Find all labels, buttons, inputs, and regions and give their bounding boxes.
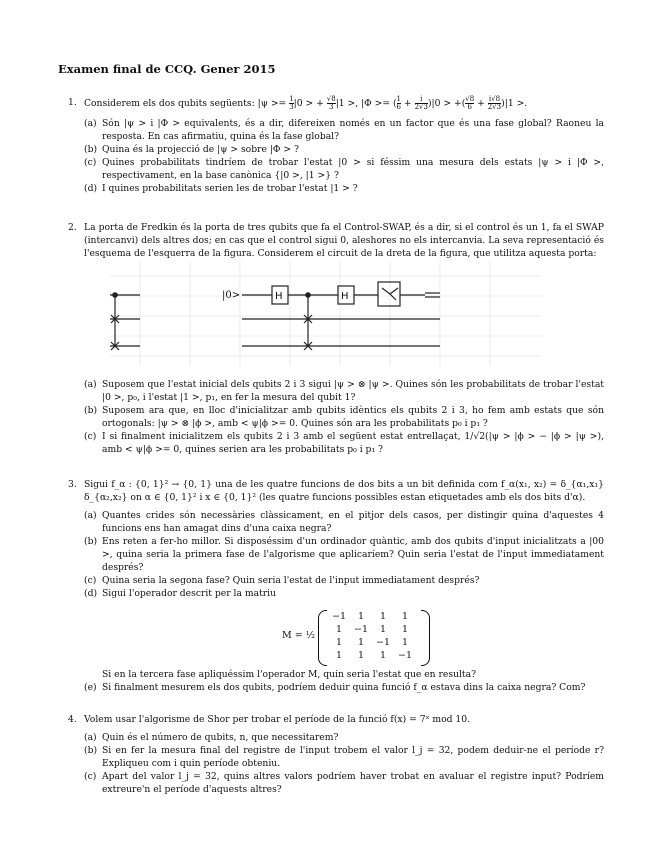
matrix-cell: 1	[401, 611, 409, 622]
question-item: (c) Quina seria la segona fase? Quin seria l'estat de l'input immediatament després?	[84, 575, 480, 586]
matrix-M	[282, 610, 432, 665]
question-number: 2.	[68, 222, 77, 233]
question-item: (c) Quines probabilitats tindríem de trobar l'estat |0 > si féssim una mesura dels estats |ψ > i |Φ >, respectivament, en la base canònica {|0 >, |1 >} ?	[84, 157, 604, 181]
question-item: (d) Sigui l'operador descrit per la matriu	[84, 588, 277, 599]
question-item: (a) Quin és el número de qubits, n, que necessitarem?	[84, 732, 339, 743]
matrix-cell: 1	[379, 650, 387, 661]
matrix-cell: 1	[357, 637, 365, 648]
hadamard-gate-1: H	[275, 291, 283, 302]
matrix-cell: 1	[335, 624, 343, 635]
question-item: (d) I quines probabilitats serien les de trobar l'estat |1 > ?	[84, 183, 358, 194]
fredkin-gate-left	[110, 293, 140, 350]
matrix-cell: −1	[397, 650, 412, 661]
matrix-grid	[328, 611, 416, 663]
question-item: (b) Quina és la projecció de |ψ > sobre |Φ > ?	[84, 144, 299, 155]
question-stem: Volem usar l'algorisme de Shor per trobar el període de la funció f(x) = 7ˣ mod 10.	[84, 714, 471, 725]
matrix-bracket-right	[421, 610, 430, 666]
matrix-cell: 1	[379, 624, 387, 635]
matrix-cell: −1	[375, 637, 390, 648]
matrix-cell: 1	[401, 637, 409, 648]
question-item: (b) Ens reten a fer-ho millor. Si disposéssim d'un ordinador quàntic, amb dos qubits d'input inicialitzats a |00 >, quina seria la primera fase de l'algorisme que aplicaríem? Quin seria l'estat de l'input immediatament després?	[84, 536, 604, 573]
question-4	[68, 713, 604, 796]
question-number: 1.	[68, 97, 77, 108]
question-3-tail	[68, 668, 604, 694]
question-item: (b) Suposem ara que, en lloc d'inicialitzar amb qubits idèntics els qubits 2 i 3, ho fem amb estats que són ortogonals: |ψ > ⊗ |ϕ >, amb < ψ|ϕ >= 0. Quines són ara les probabilitats p₀ i p₁ ?	[84, 405, 604, 429]
matrix-bracket-left	[318, 610, 327, 666]
question-item: (a) Quantes crides són necessàries clàssicament, en el pitjor dels casos, per distingir quina d'aquestes 4 funcions ens han amagat dins d'una caixa negra?	[84, 510, 604, 534]
question-stem: Considerem els dos qubits següents: |ψ >= $\frac{1}{3}$ |0 > + $\frac{√8}{3}$ |1 >, |Φ >= ( $\frac{1}{6}$ + $\frac{i}{2√3}$ )|0 > +( $\frac{√8}{6}$ + $\frac{i√8}{2√3}$ )|1 >.	[84, 95, 528, 111]
question-1	[68, 96, 604, 195]
question-item: (c) I si finalment inicialitzem els qubits 2 i 3 amb el següent estat entrellaçat, 1/√2(|ψ > |ϕ > − |ϕ > |ψ >), amb < ψ|ϕ >= 0, quines serien ara les probabilitats p₀ i p₁ ?	[84, 431, 604, 455]
circuit-figure	[110, 262, 541, 366]
ket-zero-label: |0>	[222, 290, 241, 301]
question-number: 4.	[68, 714, 77, 725]
question-item: (c) Apart del valor l_j = 32, quins altres valors podríem haver trobat en avaluar el registre input? Podríem extreure'n el període d'aquests altres?	[84, 771, 604, 795]
matrix-label: M = ½	[282, 630, 315, 641]
question-item: (a) Són |ψ > i |Φ > equivalents, és a dir, difereixen només en un factor que és una fase global? Raoneu la resposta. En cas afirmatiu, quina és la fase global?	[84, 118, 604, 142]
matrix-cell: 1	[401, 624, 409, 635]
matrix-cell: −1	[331, 611, 346, 622]
question-item: (a) Suposem que l'estat inicial dels qubits 2 i 3 sigui |ψ > ⊗ |ψ >. Quines són les probabilitats de trobar l'estat |0 >, p₀, i l'estat |1 >, p₁, en fer la mesura del qubit 1?	[84, 379, 604, 403]
matrix-cell: −1	[353, 624, 368, 635]
question-stem: La porta de Fredkin és la porta de tres qubits que fa el Control-SWAP, és a dir, si el control és un 1, fa el SWAP (intercanvi) dels altres dos; en cas que el control sigui 0, aleshores no els intercanvia. La seva representació és l'esquema de l'esquerra de la figura. Considerem el circuit de la dreta de la figura, que utilitza aquesta porta:	[84, 222, 604, 259]
question-stem: Sigui f_α : {0, 1}² → {0, 1} una de les quatre funcions de dos bits a un bit definida com f_α(x₁, x₂) = δ_{α₁,x₁}δ_{α₂,x₂} on α ∈ {0, 1}² i x ∈ {0, 1}² (les quatre funcions possibles estan etiquetades amb els dos bits d'α).	[84, 479, 604, 503]
matrix-cell: 1	[335, 637, 343, 648]
question-number: 3.	[68, 479, 77, 490]
matrix-cell: 1	[379, 611, 387, 622]
matrix-followup: Si en la tercera fase apliquéssim l'operador M, quin seria l'estat que en resulta?	[102, 669, 477, 680]
matrix-cell: 1	[357, 611, 365, 622]
question-item: (b) Si en fer la mesura final del registre de l'input trobem el valor l_j = 32, podem deduir-ne el període r? Expliqueu com i quin període obteniu.	[84, 745, 604, 769]
hadamard-gate-2: H	[341, 291, 349, 302]
matrix-cell: 1	[357, 650, 365, 661]
page-title: Examen final de CCQ. Gener 2015	[58, 62, 276, 76]
question-2	[68, 221, 604, 260]
question-2-items	[68, 378, 604, 456]
question-item: (e) Si finalment mesurem els dos qubits, podríem deduir quina funció f_α estava dins la caixa negra? Com?	[84, 682, 586, 693]
matrix-cell: 1	[335, 650, 343, 661]
question-3	[68, 478, 604, 600]
